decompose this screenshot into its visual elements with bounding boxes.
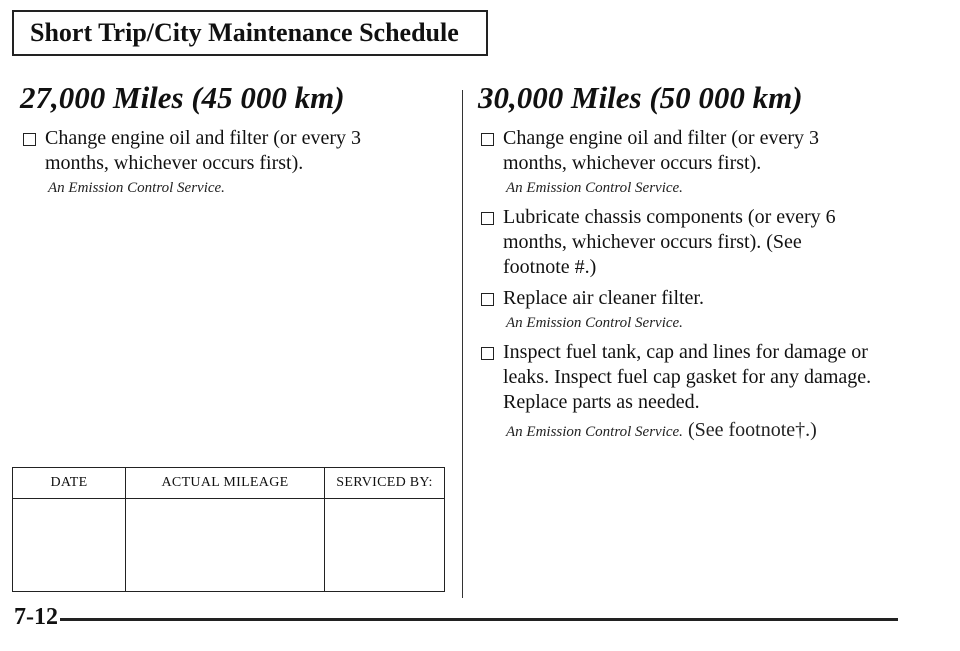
- checklist-item: [478, 126, 918, 176]
- checkbox-icon[interactable]: [481, 133, 494, 146]
- checkbox-icon[interactable]: [481, 347, 494, 360]
- checkbox-icon[interactable]: [481, 212, 494, 225]
- checkbox-icon[interactable]: [23, 133, 36, 146]
- serviced-by-cell[interactable]: [325, 499, 445, 592]
- footer-rule: [60, 618, 898, 621]
- column-divider: [462, 90, 463, 598]
- mileage-heading-right: 30,000 Miles (50 000 km): [478, 80, 803, 115]
- checklist-item: [20, 126, 450, 176]
- service-record-table: [12, 467, 445, 592]
- mileage-heading-left: 27,000 Miles (45 000 km): [20, 80, 345, 115]
- emission-note: [506, 419, 918, 442]
- table-row: [13, 499, 445, 592]
- mileage-cell[interactable]: [126, 499, 325, 592]
- schedule-title: Short Trip/City Maintenance Schedule: [30, 18, 459, 47]
- emission-note-text: An Emission Control Service.: [506, 424, 683, 440]
- checklist-item: [478, 205, 918, 280]
- item-text: Replace air cleaner filter.: [503, 287, 704, 309]
- emission-note: An Emission Control Service.: [48, 180, 225, 196]
- checkbox-icon[interactable]: [481, 293, 494, 306]
- column-header-mileage: ACTUAL MILEAGE: [126, 468, 325, 499]
- date-cell[interactable]: [13, 499, 126, 592]
- column-header-date: DATE: [13, 468, 126, 499]
- item-text: Inspect fuel tank, cap and lines for damage or leaks. Inspect fuel cap gasket for any damage. Replace parts as needed.: [503, 341, 872, 413]
- item-text: Change engine oil and filter (or every 3 months, whichever occurs first).: [503, 127, 819, 174]
- footnote-ref: (See footnote†.): [682, 419, 817, 441]
- page-number: 7-12: [14, 604, 58, 630]
- checklist-item: [478, 340, 918, 415]
- item-text: Lubricate chassis components (or every 6 months, whichever occurs first). (See footnote #.): [503, 206, 836, 278]
- item-text: Change engine oil and filter (or every 3 months, whichever occurs first).: [45, 127, 361, 174]
- left-column: [20, 80, 450, 205]
- emission-note: An Emission Control Service.: [506, 315, 683, 331]
- column-header-serviced-by: SERVICED BY:: [325, 468, 445, 499]
- emission-note: An Emission Control Service.: [506, 180, 683, 196]
- right-column: [478, 80, 918, 450]
- schedule-header: [12, 10, 488, 56]
- table-header-row: [13, 468, 445, 499]
- checklist-item: [478, 286, 918, 311]
